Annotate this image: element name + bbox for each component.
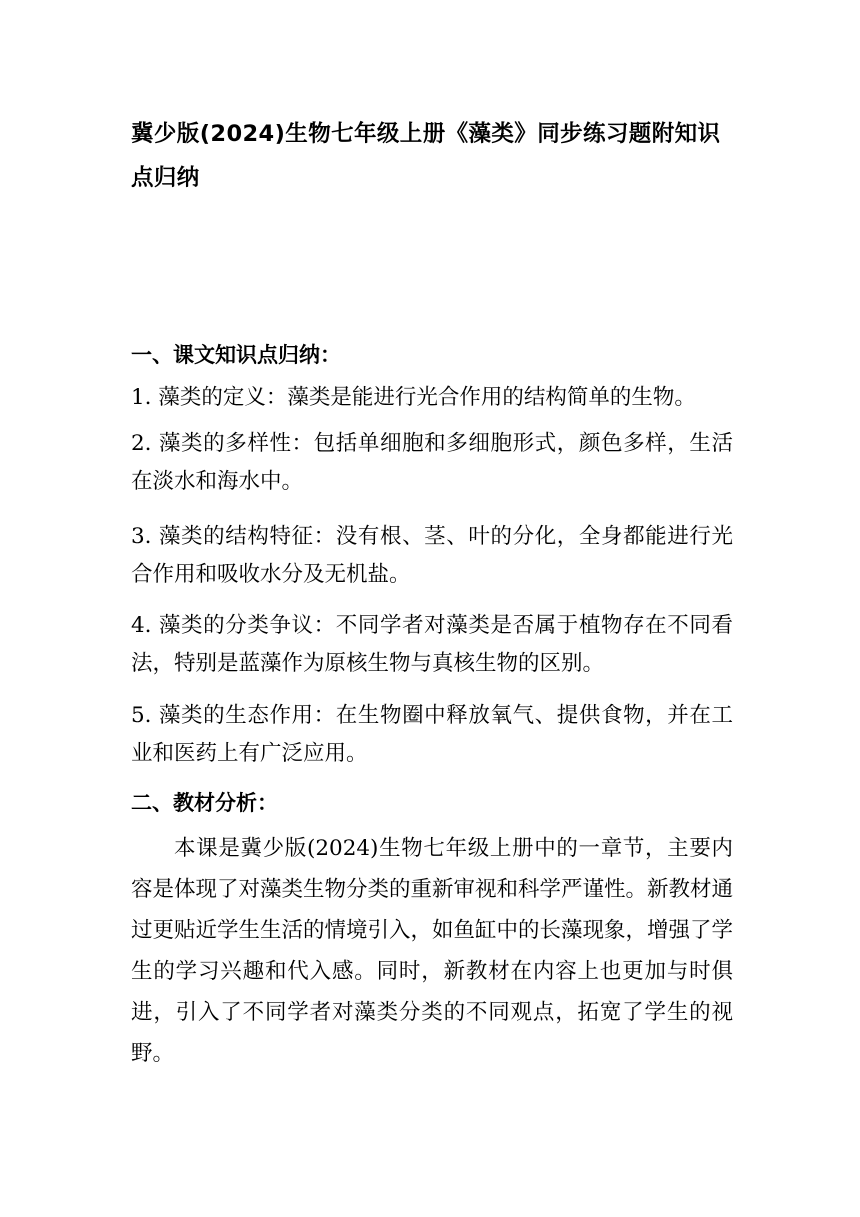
section-heading-knowledge-summary: 一、课文知识点归纳： [131, 343, 341, 367]
knowledge-item-3: 3. 藻类的结构特征：没有根、茎、叶的分化，全身都能进行光合作用和吸收水分及无机盐。 [131, 524, 733, 587]
knowledge-item-2: 2. 藻类的多样性：包括单细胞和多细胞形式，颜色多样，生活在淡水和海水中。 [131, 431, 733, 494]
knowledge-item-5: 5. 藻类的生态作用：在生物圈中释放氧气、提供食物，并在工业和医药上有广泛应用。 [131, 703, 733, 766]
document-title: 冀少版(2024)生物七年级上册《藻类》同步练习题附知识点归纳 [131, 121, 721, 191]
section-heading-textbook-analysis: 二、教材分析： [131, 791, 278, 815]
knowledge-item-1: 1. 藻类的定义：藻类是能进行光合作用的结构简单的生物。 [131, 385, 696, 410]
textbook-analysis-paragraph: 本课是冀少版(2024)生物七年级上册中的一章节，主要内容是体现了对藻类生物分类的重新审视和科学严谨性。新教材通过更贴近学生生活的情境引入，如鱼缸中的长藻现象，增强了学生的学习兴趣和代入感。同时，新教材在内容上也更加与时俱进，引入了不同学者对藻类分类的不同观点，拓宽了学生的视野。 [131, 836, 734, 1066]
knowledge-item-4: 4. 藻类的分类争议：不同学者对藻类是否属于植物存在不同看法，特别是蓝藻作为原核生物与真核生物的区别。 [131, 613, 733, 676]
